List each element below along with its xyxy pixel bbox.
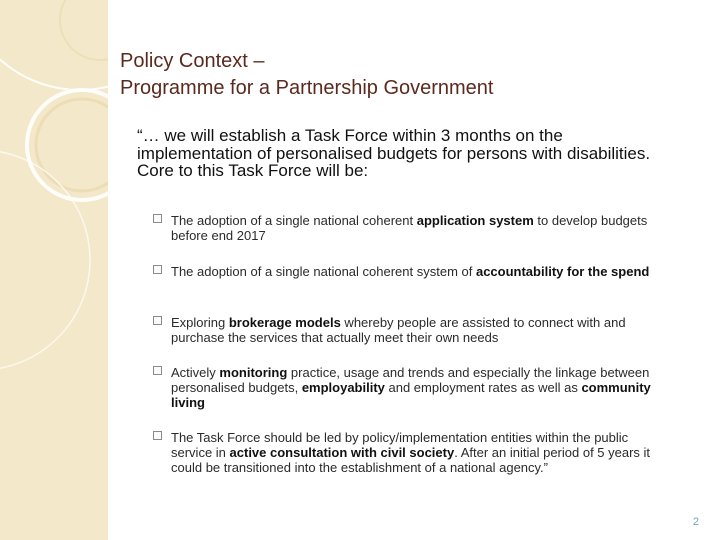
bullet-item-accountability xyxy=(153,264,663,279)
bullet-text: Actively monitoring practice, usage and trends and especially the linkage between personalised budgets, employability and employment rates as well as community living xyxy=(171,365,651,410)
bullet-item-application-system xyxy=(153,213,663,243)
bullet-text: The adoption of a single national coherent application system to develop budgets before end 2017 xyxy=(171,213,648,243)
bullet-marker-icon xyxy=(153,366,162,375)
slide-title-line-1: Policy Context – xyxy=(120,50,265,72)
bullet-marker-icon xyxy=(153,431,162,440)
bullet-item-brokerage-models xyxy=(153,315,663,345)
decorative-side-panel xyxy=(0,0,108,540)
bullet-text: The Task Force should be led by policy/implementation entities within the public service in active consultation with civil society. After an initial period of 5 years it could be transitioned into the establishment of a national agency.” xyxy=(171,430,651,475)
bullet-marker-icon xyxy=(153,214,162,223)
bullet-marker-icon xyxy=(153,265,162,274)
bullet-item-monitoring xyxy=(153,365,663,410)
bullet-text: The adoption of a single national coherent system of accountability for the spend xyxy=(171,264,650,279)
slide-title xyxy=(120,48,700,102)
quote-text: “… we will establish a Task Force within 3 months on the implementation of personalised budgets for persons with disabilities. Core to this Task Force will be: xyxy=(137,126,651,180)
decorative-circles xyxy=(0,0,108,540)
bullet-text: Exploring brokerage models whereby people are assisted to connect with and purchase the services that actually meet their own needs xyxy=(171,315,626,345)
bullet-item-task-force-leadership xyxy=(153,430,663,475)
bullet-marker-icon xyxy=(153,316,162,325)
page-number: 2 xyxy=(692,516,699,528)
slide-title-line-2: Programme for a Partnership Government xyxy=(120,77,494,99)
